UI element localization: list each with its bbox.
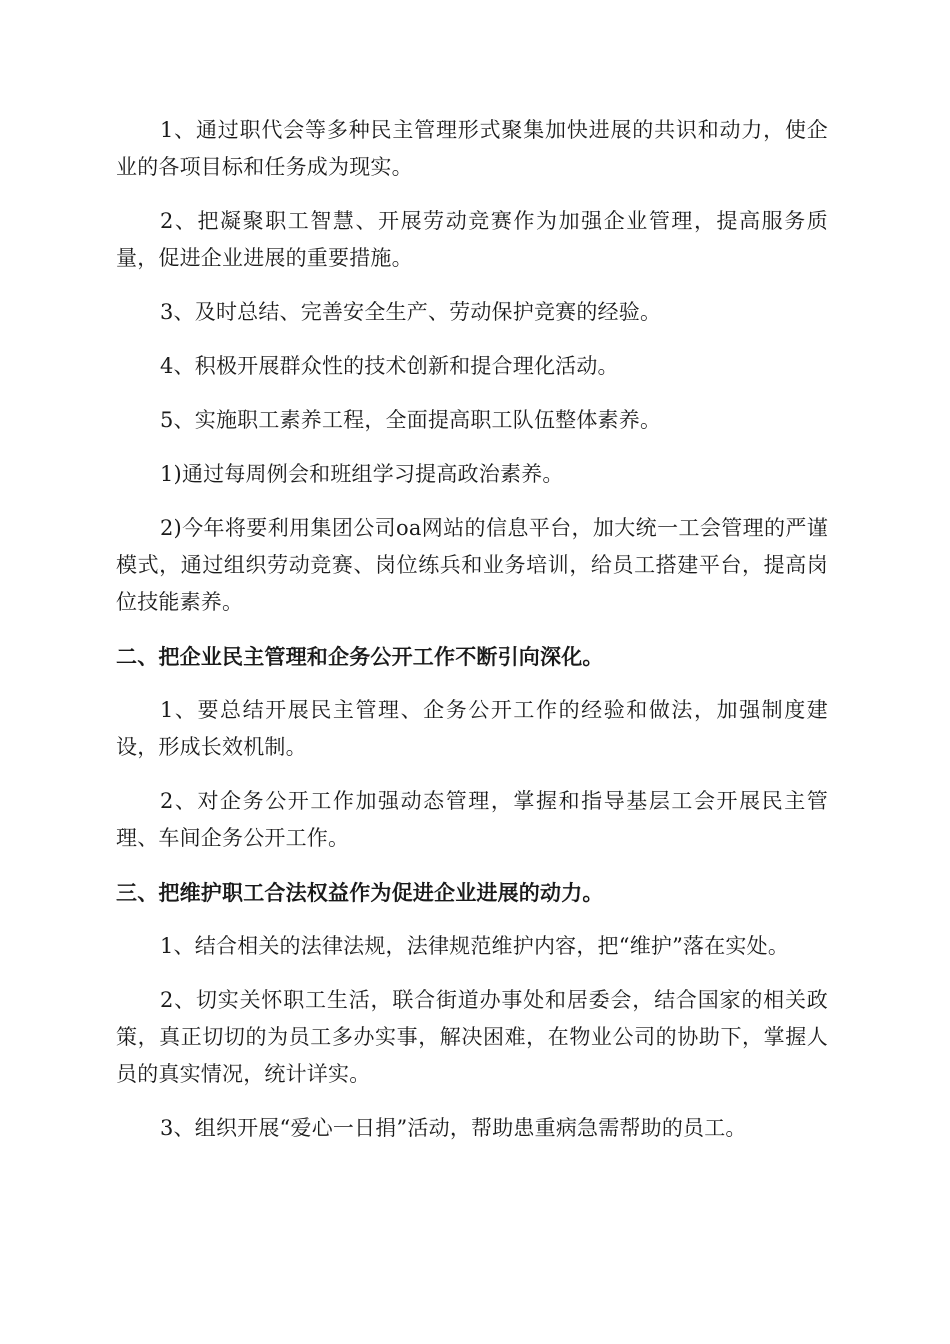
paragraph-2: 2、把凝聚职工智慧、开展劳动竞赛作为加强企业管理，提高服务质量，促进企业进展的重要措施。 [116,209,828,270]
paragraph-3-3: 3、组织开展“爱心一日捐”活动，帮助患重病急需帮助的员工。 [160,1116,747,1140]
section-heading-2: 二、把企业民主管理和企务公开工作不断引向深化。 [116,644,604,669]
section-heading-3: 三、把维护职工合法权益作为促进企业进展的动力。 [116,880,604,905]
paragraph-3-1: 1、结合相关的法律法规，法律规范维护内容，把“维护”落在实处。 [160,934,790,958]
paragraph-5-2: 2)今年将要利用集团公司oa网站的信息平台，加大统一工会管理的严谨模式，通过组织劳动竞赛、岗位练兵和业务培训，给员工搭建平台，提高岗位技能素养。 [116,516,828,614]
paragraph-5: 5、实施职工素养工程，全面提高职工队伍整体素养。 [160,408,662,432]
paragraph-5-1: 1)通过每周例会和班组学习提高政治素养。 [160,462,564,486]
paragraph-3: 3、及时总结、完善安全生产、劳动保护竞赛的经验。 [160,300,662,324]
document-page [116,112,828,1147]
paragraph-4: 4、积极开展群众性的技术创新和提合理化活动。 [160,354,619,378]
paragraph-2-2: 2、对企务公开工作加强动态管理，掌握和指导基层工会开展民主管理、车间企务公开工作。 [116,789,828,850]
paragraph-1: 1、通过职代会等多种民主管理形式聚集加快进展的共识和动力，使企业的各项目标和任务成为现实。 [116,118,828,179]
paragraph-3-2: 2、切实关怀职工生活，联合街道办事处和居委会，结合国家的相关政策，真正切切的为员工多办实事，解决困难，在物业公司的协助下，掌握人员的真实情况，统计详实。 [116,988,828,1086]
paragraph-2-1: 1、要总结开展民主管理、企务公开工作的经验和做法，加强制度建设，形成长效机制。 [116,698,828,759]
